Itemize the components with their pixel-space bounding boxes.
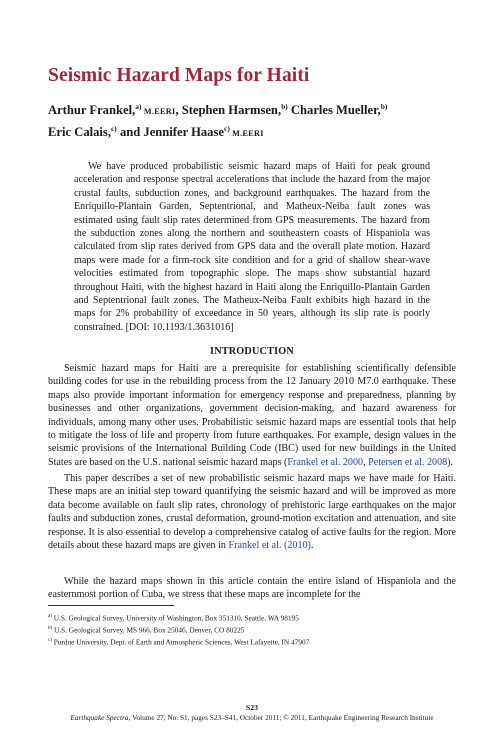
paper-title: Seismic Hazard Maps for Haiti xyxy=(48,65,310,86)
paragraph-end: ). xyxy=(447,456,454,468)
affiliation-mark: b) xyxy=(281,102,288,111)
footnotes xyxy=(48,612,468,649)
author-list xyxy=(48,98,468,142)
abstract: We have produced probabilistic seismic hazard maps of Haiti for peak ground acceleration and response spectral accelerations that include the hazard from the major crustal faults, subduction zones, and background earthquakes. The hazard from the Enriquillo-Plantain Garden, Septentrional, and Matheux-Neiba fault zones was estimated using fault slip rates determined from GPS measurements. The hazard from the subduction zones along the northern and southeastern coasts of Hispaniola was calculated from slip rates derived from GPS data and the overall plate motion. Hazard maps were made for a firm-rock site condition and for a grid of shallow shear-wave velocities estimated from topographic slope. The maps show substantial hazard throughout Haiti, with the highest hazard in Haiti along the Enriquillo-Plantain Garden and Septentrional fault zones. The Matheux-Neiba Fault exhibits high hazard in the maps for 2% probability of exceedance in 50 years, although its slip rate is poorly constrained. [DOI: 10.1193/1.3631016] xyxy=(74,161,430,333)
affiliation-mark: b) xyxy=(380,102,388,111)
footnote-mark: b) xyxy=(48,626,53,632)
paragraph-1 xyxy=(48,362,456,469)
footnote-divider xyxy=(48,605,174,606)
footnote-text: U.S. Geological Survey, University of Washington, Box 351310, Seattle, WA 98195 xyxy=(53,613,299,623)
footnote-text: U.S. Geological Survey, MS 966, Box 25046, Denver, CO 80225 xyxy=(54,625,245,635)
affiliation-mark: c) xyxy=(110,124,117,134)
section-heading-introduction: INTRODUCTION xyxy=(210,346,294,357)
author-line-2 xyxy=(48,120,468,142)
separator: , xyxy=(363,456,369,468)
page-number: S23 xyxy=(245,703,259,712)
affiliation-mark: a) xyxy=(135,102,142,111)
journal-name: Earthquake Spectra xyxy=(70,713,129,722)
paragraph-end: . xyxy=(310,540,314,552)
footnote-mark: c) xyxy=(48,638,52,644)
footnote-mark: a) xyxy=(48,614,52,619)
affiliation-mark: c) xyxy=(223,124,230,134)
paragraph-3: While the hazard maps shown in this article contain the entire island of Hispaniola and the easternmost portion of Cuba, we stress that these maps are incomplete for the xyxy=(48,576,456,601)
author-name: Charles Mueller, xyxy=(290,103,381,118)
footnote-text: Purdue University, Dept. of Earth and Atmospheric Sciences, West Lafayette, IN 47907 xyxy=(53,637,310,647)
citation-link-frankel-2000[interactable]: Frankel et al. 2000 xyxy=(287,456,364,468)
citation-link-petersen-2008[interactable]: Petersen et al. 2008 xyxy=(368,456,448,468)
footnote xyxy=(48,636,468,648)
footnote xyxy=(48,612,468,624)
author-name: Stephen Harmsen, xyxy=(181,103,282,118)
author-name: and Jennifer Haase xyxy=(119,125,224,140)
membership-tag: M.EERI xyxy=(229,129,264,139)
footnote xyxy=(48,624,468,636)
author-name: Eric Calais, xyxy=(48,125,111,140)
author-line-1 xyxy=(48,98,468,120)
separator: , xyxy=(175,103,182,118)
membership-tag: M.EERI xyxy=(141,107,176,117)
paragraph-text: This paper describes a set of new probabilistic seismic hazard maps we have made for Haiti. These maps are an initial step toward quantifying the seismic hazard and will be improved as more data become available on fault slip rates, chronology of prehistoric large earthquakes on the major faults and subduction zones, crustal deformation, ground-motion excitation and attenuation, and site response. It is also essential to develop a comprehensive catalog of active faults for the region. More details about these hazard maps are given in xyxy=(48,473,456,552)
paragraph-text: Seismic hazard maps for Haiti are a prerequisite for establishing scientifically defensible building codes for use in the rebuilding process from the 12 January 2010 M7.0 earthquake. These maps also provide important information for emergency response and preparedness, planning by businesses and other organizations, government decision-making, and hazard awareness for individuals, among many other uses. Probabilistic seismic hazard maps are essential tools that help to mitigate the loss of life and property from future earthquakes. For example, design values in the seismic provisions of the International Building Code (IBC) used for new buildings in the United States are based on the U.S. national seismic hazard maps ( xyxy=(48,363,456,468)
citation-link-frankel-2010[interactable]: Frankel et al. (2010) xyxy=(228,540,311,552)
author-name: Arthur Frankel, xyxy=(48,103,136,118)
paragraph-2 xyxy=(48,472,456,552)
journal-details: , Volume 27, No. S1, pages S23–S41, October 2011; © 2011, Earthquake Engineering Research Institute xyxy=(128,713,434,722)
journal-citation xyxy=(0,713,504,722)
